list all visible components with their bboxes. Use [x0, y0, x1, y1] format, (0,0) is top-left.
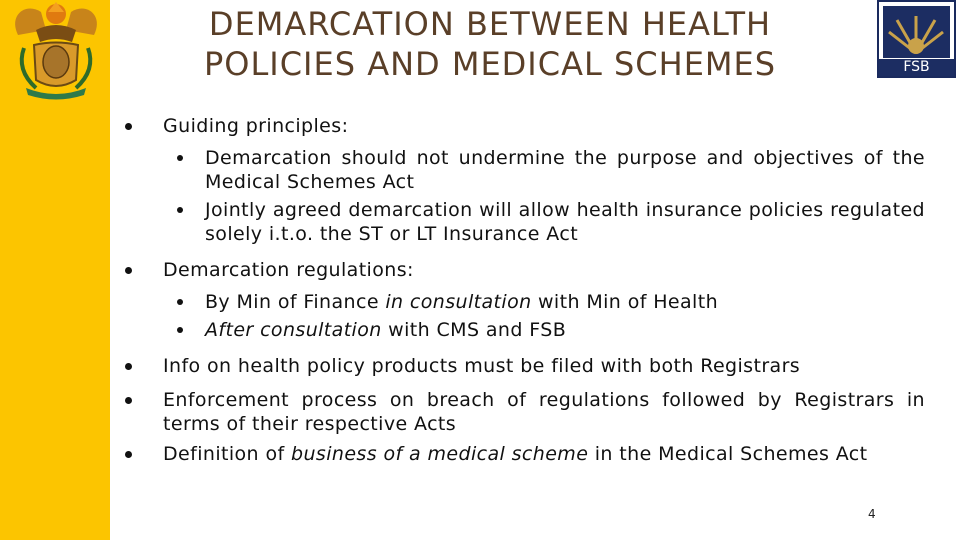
bullet-dot-icon: [125, 363, 132, 370]
bullet-demarcation-regulations: [125, 258, 925, 282]
emphasis-text: in consultation: [385, 291, 532, 313]
coat-of-arms-icon: [6, 0, 106, 100]
text-run: in the Medical Schemes Act: [588, 443, 868, 465]
text-run: with CMS and FSB: [381, 319, 567, 341]
bullet-dot-icon: [177, 299, 183, 305]
sub-bullet-min-finance: [125, 290, 925, 314]
bullet-text: Guiding principles:: [163, 115, 349, 137]
page-number: 4: [868, 507, 876, 521]
bullet-list: [125, 110, 925, 466]
text-run: Definition of: [163, 443, 291, 465]
text-run: with Min of Health: [531, 291, 719, 313]
fsb-emblem-icon: [883, 6, 950, 58]
slide-title: [115, 4, 865, 84]
emphasis-text: business of a medical scheme: [291, 443, 589, 465]
bullet-text: Info on health policy products must be filed with both Registrars: [163, 355, 801, 377]
bullet-dot-icon: [177, 155, 183, 161]
sub-bullet-jointly-agreed: [125, 198, 925, 246]
title-line-2: POLICIES AND MEDICAL SCHEMES: [203, 45, 777, 83]
bullet-info-filed: [125, 354, 925, 378]
fsb-logo: [877, 0, 956, 78]
bullet-text: Demarcation regulations:: [163, 259, 414, 281]
bullet-dot-icon: [125, 267, 132, 274]
bullet-enforcement: [125, 388, 925, 436]
sub-bullet-text: [205, 318, 925, 342]
bullet-text: Enforcement process on breach of regulations followed by Registrars in terms of their respective Acts: [163, 389, 925, 435]
sub-bullet-text: Demarcation should not undermine the purpose and objectives of the Medical Schemes Act: [205, 147, 925, 193]
bullet-dot-icon: [125, 123, 132, 130]
sub-bullet-undermine: [125, 146, 925, 194]
sub-bullet-after-consultation: [125, 318, 925, 342]
bullet-dot-icon: [125, 397, 132, 404]
emphasis-text: After consultation: [205, 319, 382, 341]
title-line-1: DEMARCATION BETWEEN HEALTH: [208, 5, 772, 43]
bullet-dot-icon: [177, 327, 183, 333]
bullet-text: [163, 442, 925, 466]
sub-bullet-text: Jointly agreed demarcation will allow health insurance policies regulated solely i.t.o. the ST or LT Insurance Act: [205, 199, 925, 245]
bullet-guiding-principles: [125, 114, 925, 138]
bullet-dot-icon: [177, 207, 183, 213]
sub-bullet-text: [205, 290, 925, 314]
fsb-logo-text: FSB: [879, 59, 954, 76]
text-run: By Min of Finance: [205, 291, 386, 313]
bullet-dot-icon: [125, 451, 132, 458]
bullet-definition: [125, 442, 925, 466]
